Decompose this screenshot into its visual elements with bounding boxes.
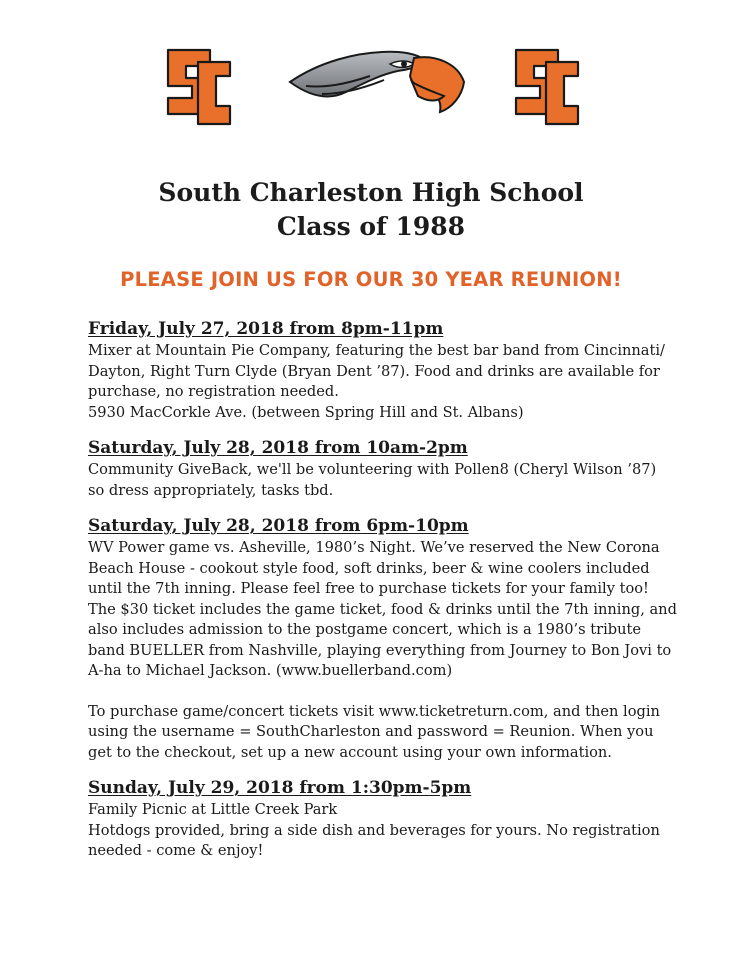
event-address: 5930 MacCorkle Ave. (between Spring Hill and St. Albans) bbox=[88, 403, 524, 421]
title-school: South Charleston High School bbox=[158, 178, 584, 207]
page-title bbox=[0, 176, 742, 244]
event-list bbox=[88, 318, 677, 876]
event-text: also includes admission to the postgame concert, which is a 1980’s tribute bbox=[88, 621, 642, 638]
ticket-instructions: using the username = SouthCharleston and password = Reunion. When you bbox=[88, 723, 654, 740]
event-text: so dress appropriately, tasks tbd. bbox=[88, 481, 334, 499]
event-text: WV Power game vs. Asheville, 1980’s Night. We’ve reserved the New Corona bbox=[88, 539, 660, 556]
event-text: Beach House - cookout style food, soft drinks, beer & wine coolers included bbox=[88, 559, 650, 577]
event-text: needed - come & enjoy! bbox=[88, 842, 264, 859]
event-heading: Saturday, July 28, 2018 from 10am-2pm bbox=[88, 438, 468, 458]
event-text: Mixer at Mountain Pie Company, featuring the best bar band from Cincinnati/ bbox=[88, 342, 665, 359]
event-text: Community GiveBack, we'll be volunteering with Pollen8 (Cheryl Wilson ’87) bbox=[88, 461, 657, 478]
paragraph-gap bbox=[88, 682, 668, 702]
ticket-instructions: To purchase game/concert tickets visit www.ticketreturn.com, and then login bbox=[88, 702, 660, 720]
eagle-head-icon bbox=[286, 42, 468, 122]
event-heading: Sunday, July 29, 2018 from 1:30pm-5pm bbox=[88, 778, 472, 798]
header-logos bbox=[0, 40, 742, 140]
event-heading: Friday, July 27, 2018 from 8pm-11pm bbox=[88, 319, 444, 339]
sc-monogram-icon bbox=[512, 44, 582, 130]
event-text: Family Picnic at Little Creek Park bbox=[88, 801, 338, 818]
ticket-instructions: get to the checkout, set up a new account using your own information. bbox=[88, 743, 612, 761]
event-friday-mixer bbox=[88, 318, 668, 423]
sc-monogram-icon bbox=[164, 44, 234, 130]
event-text: band BUELLER from Nashville, playing everything from Journey to Bon Jovi to bbox=[88, 641, 672, 659]
event-text: A-ha to Michael Jackson. (www.buellerband.com) bbox=[88, 662, 453, 679]
event-saturday-giveback bbox=[88, 437, 668, 501]
event-text: Dayton, Right Turn Clyde (Bryan Dent ’87). Food and drinks are available for bbox=[88, 362, 660, 380]
reunion-tagline: PLEASE JOIN US FOR OUR 30 YEAR REUNION! bbox=[120, 268, 622, 291]
event-text: until the 7th inning. Please feel free to purchase tickets for your family too! bbox=[88, 580, 649, 597]
event-heading: Saturday, July 28, 2018 from 6pm-10pm bbox=[88, 516, 469, 536]
title-class: Class of 1988 bbox=[276, 212, 466, 241]
event-text: The $30 ticket includes the game ticket, food & drinks until the 7th inning, and bbox=[88, 600, 677, 618]
event-text: Hotdogs provided, bring a side dish and beverages for yours. No registration bbox=[88, 821, 660, 839]
event-saturday-game bbox=[88, 515, 677, 763]
event-sunday-picnic bbox=[88, 777, 668, 862]
event-text: purchase, no registration needed. bbox=[88, 383, 339, 400]
